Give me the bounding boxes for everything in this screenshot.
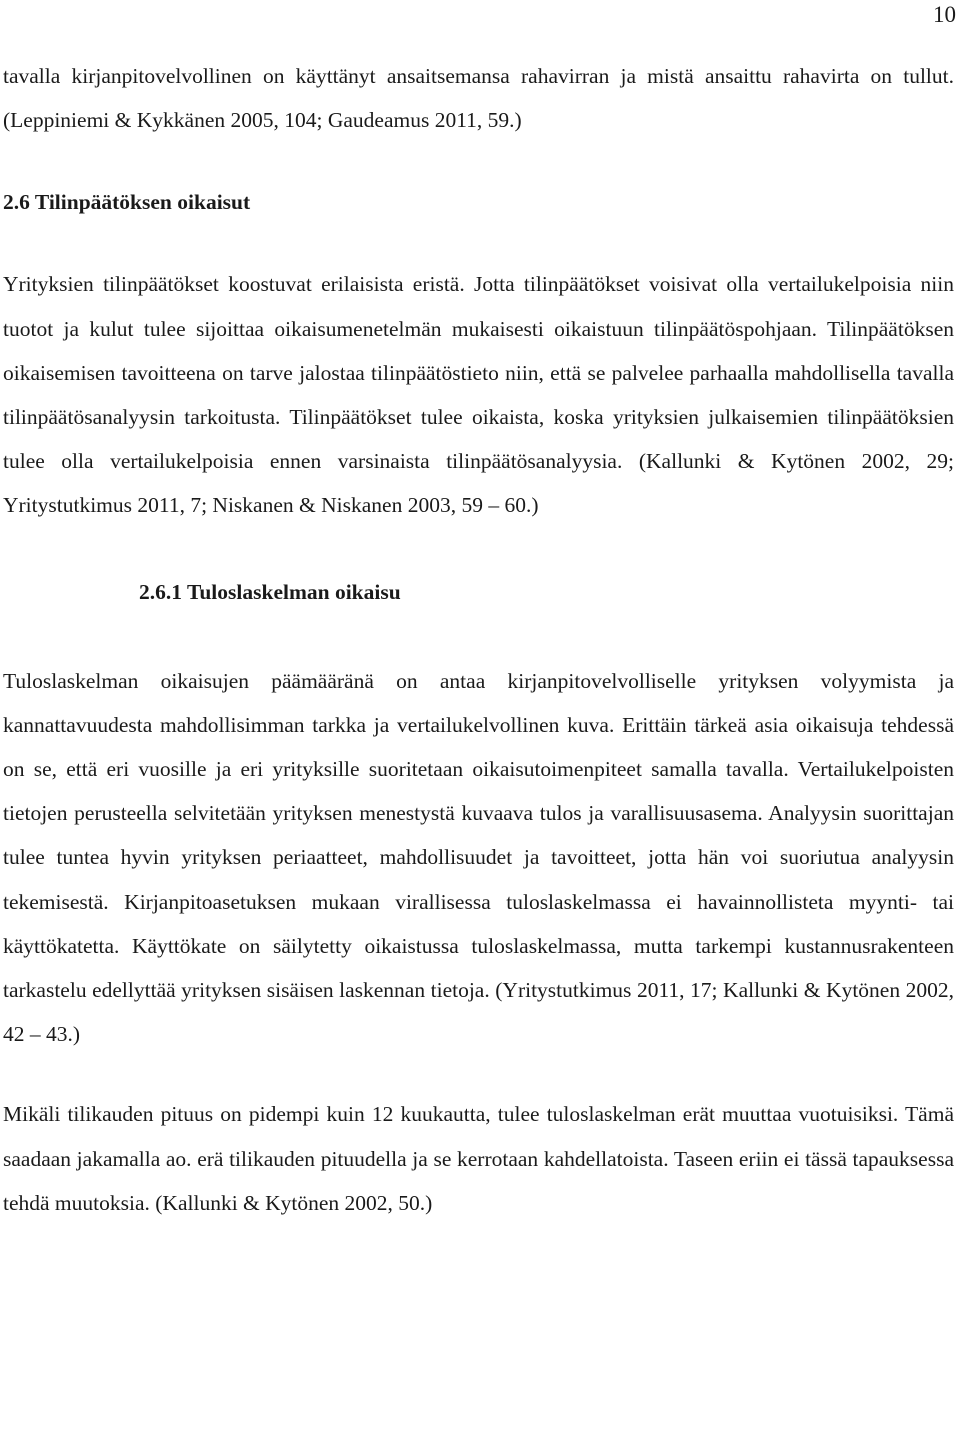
- paragraph-oikaisut: Yrityksien tilinpäätökset koostuvat erilaisista eristä. Jotta tilinpäätökset voisivat olla vertailukelpoisia niin tuotot ja kulut tulee sijoittaa oikaisumenetelmän mukaisesti oikaistuun tilinpäätöspohjaan. Tilinpäätöksen oikaisemisen tavoitteena on tarve jalostaa tilinpäätöstieto niin, että se palvelee parhaalla mahdollisella tavalla tilinpäätösanalyysin tarkoitusta. Tilinpäätökset tulee oikaista, koska yrityksien julkaisemien tilinpäätöksien tulee olla vertailukelpoisia ennen varsinaista tilinpäätösanalyysia. (Kallunki & Kytönen 2002, 29; Yritystutkimus 2011, 7; Niskanen & Niskanen 2003, 59 – 60.): [3, 272, 954, 518]
- section-heading-2-6-1: 2.6.1 Tuloslaskelman oikaisu: [139, 579, 401, 604]
- section-heading-2-6: 2.6 Tilinpäätöksen oikaisut: [3, 190, 251, 215]
- paragraph-tuloslaskelma: Tuloslaskelman oikaisujen päämääränä on antaa kirjanpitovelvolliselle yrityksen volyymista ja kannattavuudesta mahdollisimman tarkka ja vertailukelvollinen kuva. Erittäin tärkeä asia oikaisuja tehdessä on se, että eri vuosille ja eri yrityksille suoritetaan oikaisutoimenpiteet samalla tavalla. Vertailukelpoisten tietojen perusteella selvitetään yrityksen menestystä kuvaava tulos ja varallisuusasema. Analyysin suorittajan tulee tuntea hyvin yrityksen periaatteet, mahdollisuudet ja tavoitteet, jotta hän voi suoriutua analyysin tekemisestä. Kirjanpitoasetuksen mukaan virallisessa tuloslaskelmassa ei havainnollisteta myynti- tai käyttökatetta. Käyttökate on säilytetty oikaistussa tuloslaskelmassa, mutta tarkempi kustannusrakenteen tarkastelu edellyttää yrityksen sisäisen laskennan tietoja. (Yritystutkimus 2011, 17; Kallunki & Kytönen 2002, 42 – 43.): [3, 668, 954, 1047]
- paragraph-tilikausi: Mikäli tilikauden pituus on pidempi kuin 12 kuukautta, tulee tuloslaskelman erät muuttaa vuotuisiksi. Tämä saadaan jakamalla ao. erä tilikauden pituudella ja se kerrotaan kahdellatoista. Taseen eriin ei tässä tapauksessa tehdä muutoksia. (Kallunki & Kytönen 2002, 50.): [3, 1102, 954, 1215]
- page-number: 10: [933, 2, 956, 27]
- document-body: [3, 54, 954, 1225]
- paragraph-intro: tavalla kirjanpitovelvollinen on käyttänyt ansaitsemansa rahavirran ja mistä ansaittu rahavirta on tullut. (Leppiniemi & Kykkänen 2005, 104; Gaudeamus 2011, 59.): [3, 64, 954, 133]
